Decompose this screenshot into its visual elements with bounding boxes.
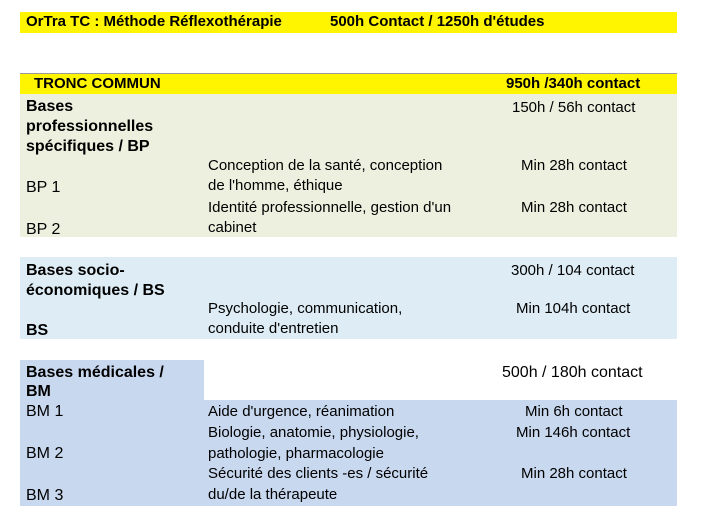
tronc-commun-label: TRONC COMMUN [34,75,161,92]
bp-title-line-1: Bases [26,98,74,115]
bm3-desc-line-2: du/de la thérapeute [208,486,338,503]
bp2-code: BP 2 [26,221,61,238]
bm-hours: 500h / 180h contact [502,364,643,381]
bm1-hours: Min 6h contact [525,403,623,420]
bm1-code: BM 1 [26,403,64,420]
bp-hours: 150h / 56h contact [512,99,636,116]
bm-title-line-1: Bases médicales / [26,364,164,381]
bs-hours: 300h / 104 contact [511,262,635,279]
bs-title-line-1: Bases socio- [26,262,125,279]
bs-desc-line-1: Psychologie, communication, [208,300,403,317]
bm3-hours: Min 28h contact [521,465,627,482]
bm2-hours: Min 146h contact [516,424,631,441]
bm2-code: BM 2 [26,445,64,462]
bp2-desc-line-1: Identité professionnelle, gestion d'un [208,199,452,216]
bp2-hours: Min 28h contact [521,199,627,216]
document-title: OrTra TC : Méthode Réflexothérapie [26,13,282,30]
bp2-desc-line-2: cabinet [208,219,257,236]
bm-title-line-2: BM [26,383,51,400]
bm2-desc-line-1: Biologie, anatomie, physiologie, [208,424,419,441]
bs-desc-line-2: conduite d'entretien [208,320,339,337]
bp-title-line-2: professionnelles [26,118,154,135]
bp1-desc-line-2: de l'homme, éthique [208,177,343,194]
bm3-desc-line-1: Sécurité des clients -es / sécurité [208,465,429,482]
bs-row-hours: Min 104h contact [516,300,631,317]
tronc-commun-hours: 950h /340h contact [506,75,641,92]
bp1-desc-line-1: Conception de la santé, conception [208,157,443,174]
bp-title-line-3: spécifiques / BP [26,138,150,155]
bm2-desc-line-2: pathologie, pharmacologie [208,445,384,462]
bp1-hours: Min 28h contact [521,157,627,174]
bp1-code: BP 1 [26,179,61,196]
document-hours: 500h Contact / 1250h d'études [330,13,545,30]
bm3-code: BM 3 [26,487,64,504]
bs-title-line-2: économiques / BS [26,282,165,299]
bm1-desc-line-1: Aide d'urgence, réanimation [208,403,395,420]
bs-code: BS [26,322,49,339]
